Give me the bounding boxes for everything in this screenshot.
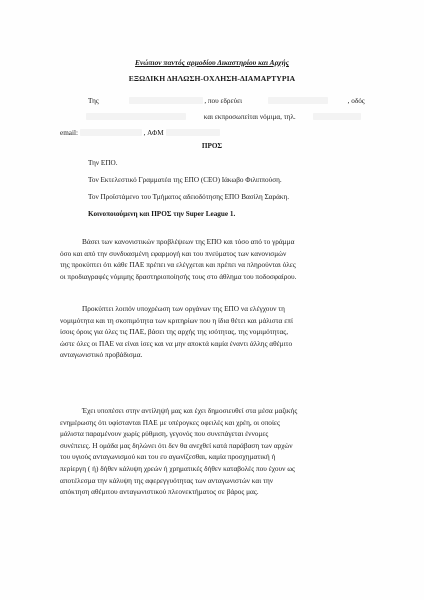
recipient-2: Τον Εκτελεστικό Γραμματέα της ΕΠΟ (CEO) Ιάκωβο Φιλιππούση. [88, 176, 282, 184]
sender-line-1-end: , οδός [347, 97, 365, 105]
redacted-tax-id [166, 129, 220, 136]
paragraph-line: οι προδιαγραφές νόμιμης δραστηριοποίησής τους στο άθλημα του ποδοσφαίρου. [60, 271, 297, 281]
redacted-city [268, 97, 328, 104]
paragraph-line: Έχει υποπέσει στην αντίληψή μας και έχει δημοσιευθεί στα μέσα μαζικής [82, 406, 298, 415]
sender-line-2 [86, 113, 361, 122]
sender-line-3-start: email: [60, 129, 78, 137]
cc-line: Κοινοποιούμενη και ΠΡΟΣ την Super League 1. [88, 210, 236, 218]
paragraph-3 [60, 405, 372, 498]
paragraph-line: αποτέλεσμα την κάλυψη της αφερεγγυότητας των ανταγωνιστών και την [60, 475, 274, 485]
court-heading: Ενώπιον παντός αρμοδίου Δικαστηρίου και Αρχής [135, 58, 289, 67]
paragraph-line: ενημέρωσης ότι υφίστανται ΠΑΕ με υπέρογκες οφειλές και χρέη, οι οποίες [60, 417, 280, 427]
sender-line-2-mid: και εκπροσωπείται νόμιμα, τηλ. [203, 113, 296, 121]
paragraph-line: Προκύπτει λοιπόν υποχρέωση των οργάνων της ΕΠΟ να ελέγχουν τη [82, 304, 285, 313]
sender-line-1-start: Της [88, 97, 99, 105]
redacted-email [80, 129, 142, 136]
paragraph-line: απόκτηση αθέμιτου ανταγωνιστικού πλεονεκτήματος σε βάρος μας. [60, 487, 259, 497]
redacted-name [129, 97, 203, 104]
paragraph-1 [60, 236, 372, 282]
paragraph-line: ώστε όλες οι ΠΑΕ να είναι ίσες και να μην αποκτά καμία έναντι άλλης αθέμιτο [60, 338, 293, 348]
recipient-3: Τον Προϊστάμενο του Τμήματος αδειοδότησης ΕΠΟ Βασίλη Σαράκη. [88, 193, 290, 201]
paragraph-line: του υγιούς ανταγωνισμού και του ευ αγωνίζεσθαι, καμία προσχηματική ή [60, 452, 276, 462]
paragraph-line: όσο και από την συνδυασμένη εφαρμογή και του πνεύματος των κανονισμών [60, 248, 287, 258]
sender-line-1 [88, 97, 365, 106]
to-label: ΠΡΟΣ [201, 142, 223, 150]
paragraph-2 [60, 303, 372, 361]
paragraph-line: Βάσει των κανονιστικών προβλέψεων της ΕΠΟ και τόσο από το γράμμα [82, 237, 295, 246]
paragraph-line: μάλιστα παραμένουν χωρίς ρύθμιση, γεγονός που συνεπάγεται έννομες [60, 429, 269, 439]
paragraph-line: συνέπειες. Η ομάδα μας δηλώνει ότι δεν θα ανεχθεί κατά παράβαση των αρχών [60, 440, 293, 450]
document-title: ΕΞΩΔΙΚΗ ΔΗΛΩΣΗ-ΟΧΛΗΣΗ-ΔΙΑΜΑΡΤΥΡΙΑ [128, 74, 296, 83]
sender-line-3 [60, 129, 220, 138]
redacted-phone [313, 113, 361, 120]
paragraph-line: ανταγωνιστικό προβάδισμα. [60, 350, 143, 360]
paragraph-line: περίεργη ( ή) δήθεν κάλυψη χρεών ή χρηματικές δήθεν καταβολές που έχουν ως [60, 463, 295, 473]
paragraph-line: της προκύπτει ότι κάθε ΠΑΕ πρέπει να ελέγχεται και πρέπει να πληρούνται όλες [60, 260, 296, 270]
sender-line-3-mid: , ΑΦΜ [143, 129, 164, 137]
paragraph-line: ίσοις όροις για όλες τις ΠΑΕ, βάσει της αρχής της ισότητας, της νομιμότητας, [60, 327, 289, 337]
recipient-1: Την ΕΠΟ. [88, 159, 118, 167]
sender-line-1-mid: , που εδρεύει [204, 97, 243, 105]
redacted-address [86, 113, 186, 120]
paragraph-line: νομιμότητα και τη σκοπιμότητα των κριτηρίων που η ίδια θέτει και μάλιστα επί [60, 315, 293, 325]
